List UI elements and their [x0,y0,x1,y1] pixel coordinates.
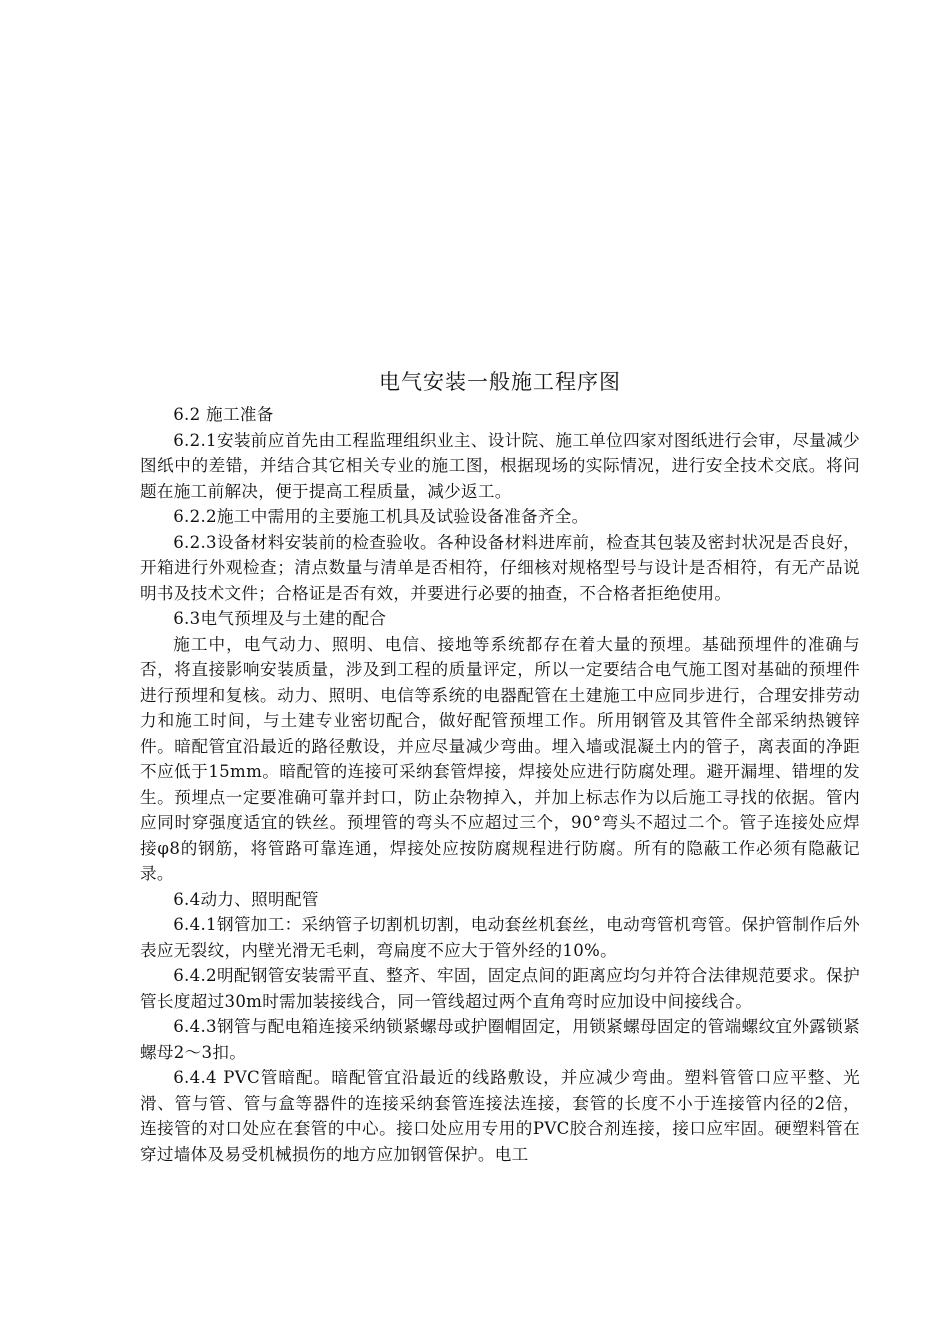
paragraph-6-2-2: 6.2.2施工中需用的主要施工机具及试验设备准备齐全。 [173,507,589,526]
section-heading-6-4: 6.4动力、照明配管 [173,889,319,909]
paragraph-6-2-3: 6.2.3设备材料安装前的检查验收。各种设备材料进库前，检查其包装及密封状况是否良好，开箱进行外观检查；清点数量与清单是否相符，仔细核对规格型号与设计是否相符，有无产品说明书及技术文件；合格证是否有效，并要进行必要的抽查，不合格者拒绝使用。 [140,532,860,603]
paragraph-6-2-1: 6.2.1安装前应首先由工程监理组织业主、设计院、施工单位四家对图纸进行会审，尽量减少图纸中的差错，并结合其它相关专业的施工图，根据现场的实际情况，进行安全技术交底。将问题在施工前解决，便于提高工程质量，减少返工。 [140,430,860,501]
paragraph-6-4-1: 6.4.1钢管加工：采纳管子切割机切割，电动套丝机套丝，电动弯管机弯管。保护管制作后外表应无裂纹，内壁光滑无毛刺，弯扁度不应大于管外经的10%。 [140,915,860,960]
section-heading-6-2: 6.2 施工准备 [173,405,274,424]
section-heading-6-3: 6.3电气预埋及与土建的配合 [173,609,387,628]
document-page [140,364,860,1167]
paragraph-6-4-3: 6.4.3钢管与配电箱连接采纳锁紧螺母或护圈帽固定，用锁紧螺母固定的管端螺纹宜外露锁紧螺母2～3扣。 [140,1017,860,1062]
paragraph-6-4-4: 6.4.4 PVC管暗配。暗配管宜沿最近的线路敷设，并应减少弯曲。塑料管管口应平整、光滑、管与管、管与盒等器件的连接采纳套管连接法连接，套管的长度不小于连接管内径的2倍，连接管的对口处应在套管的中心。接口处应用专用的PVC胶合剂连接，接口应牢固。硬塑料管在穿过墙体及易受机械损伤的地方应加钢管保护。电工 [140,1068,860,1164]
paragraph-6-3-body: 施工中，电气动力、照明、电信、接地等系统都存在着大量的预埋。基础预埋件的准确与否，将直接影响安装质量，涉及到工程的质量评定，所以一定要结合电气施工图对基础的预埋件进行预埋和复核。动力、照明、电信等系统的电器配管在土建施工中应同步进行，合理安排劳动力和施工时间，与土建专业密切配合，做好配管预埋工作。所用钢管及其管件全部采纳热镀锌件。暗配管宜沿最近的路径敷设，并应尽量减少弯曲。埋入墙或混凝土内的管子，离表面的净距不应低于15mm。暗配管的连接可采纳套管焊接，焊接处应进行防腐处理。避开漏埋、错埋的发生。预埋点一定要准确可靠并封口，防止杂物掉入，并加上标志作为以后施工寻找的依据。管内应同时穿强度适宜的铁丝。预埋管的弯头不应超过三个，90°弯头不超过二个。管子连接处应焊接φ8的钢筋，将管路可靠连通，焊接处应按防腐规程进行防腐。所有的隐蔽工作必须有隐蔽记录。 [140,634,860,883]
paragraph-6-4-2: 6.4.2明配钢管安装需平直、整齐、牢固，固定点间的距离应均匀并符合法律规范要求。保护管长度超过30m时需加装接线合，同一管线超过两个直角弯时应加设中间接线合。 [140,966,860,1011]
document-title: 电气安装一般施工程序图 [379,370,621,394]
